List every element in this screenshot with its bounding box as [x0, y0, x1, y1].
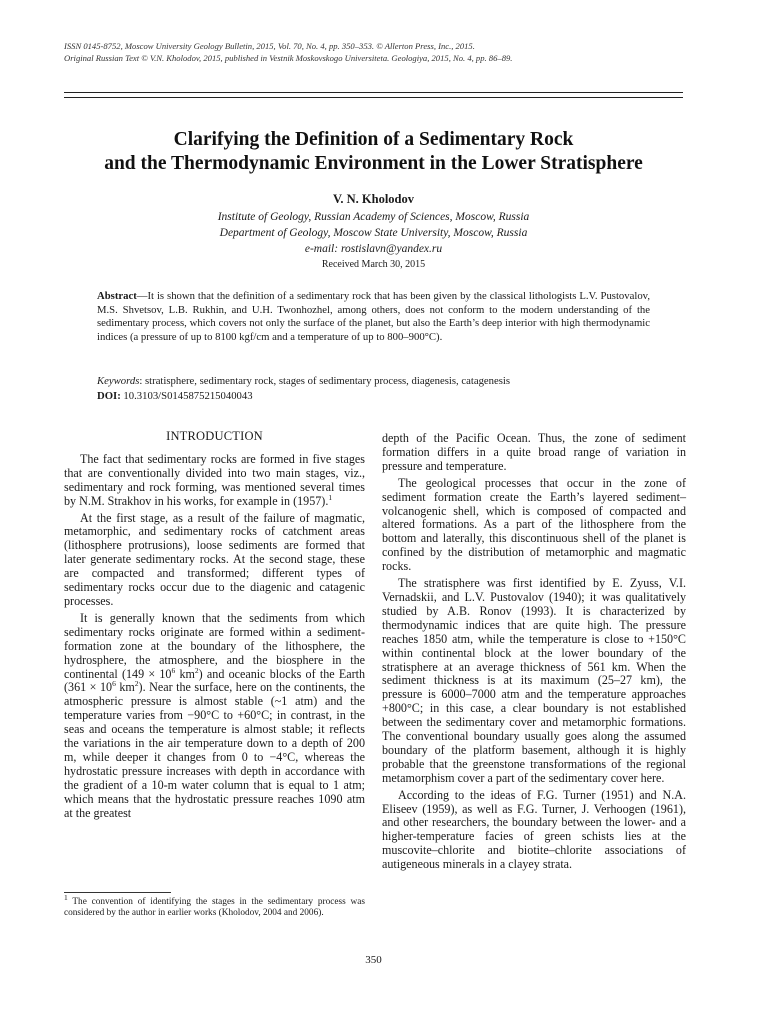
abstract-text: —It is shown that the definition of a sedimentary rock that has been given by the classical lithologists L.V. Pustovalov, M.S. Shvetsov, L.B. Rukhin, and U.H. Twonhozhel, among others, does not conform to the modern understanding of the sedimentary process, which covers not only the surface of the planet, but also the Earth’s deep interior with high thermodynamic indices (a pressure of up to 8100 kgf/cm and a temperature of up to 800–900°C). — [97, 290, 650, 344]
p3-sup-2: 2 — [194, 665, 199, 675]
doi-label: DOI: — [97, 390, 121, 402]
footnote-rule — [64, 892, 171, 893]
abstract — [97, 290, 650, 345]
abstract-label: Abstract — [97, 290, 137, 302]
header-rule-thick — [64, 92, 683, 93]
affiliations — [64, 209, 683, 257]
author-email: e-mail: rostislavn@yandex.ru — [304, 243, 443, 255]
doi — [97, 390, 650, 404]
footnote-ref-1: 1 — [328, 492, 333, 502]
keywords-label: Keywords — [97, 375, 140, 387]
right-paragraph-1: The geological processes that occur in the zone of sediment formation create the Earth’s layered sediment–volcanogenic shell, which is composed of compacted and altered formations. As a part of the lithosphere from the bottom and laterally, this discontinuous shell of the planet is confined by the distribution of metamorphic and magmatic rocks. — [382, 475, 686, 574]
footnote — [64, 892, 365, 919]
right-paragraph-2: The stratisphere was first identified by E. Zyuss, V.I. Vernadskii, and L.V. Pustovalov (1940); it was qualitatively studied by A.B. Ronov (1993). It is characterized by thermodynamic indices that are quite high. The pressure reaches 1850 atm, while the temperature is close to +150°C within continental block at the lower boundary of the stratisphere at an average thickness of 561 km. When the sediment thickness is at its maximum (25–27 km), the pressure is 6000–7000 atm and the temperature approaches +800°C; in this case, a clear boundary is not established between the sedimentary cover and metamorphic formations. The conventional boundary usually goes along the assumed boundary of the platform basement, although it is highly probable that the greenstone transformations of the regional metamorphism cover a part of the sedimentary cover here. — [382, 576, 686, 785]
p3-text-e: ). Near the surface, here on the continents, the atmospheric pressure is almost stable (~1 atm) and the temperature varies from −90°C to +60°C; in contrast, in the seas and oceans the temperature is almost stable; it reflects the variations in the air temperature down to a depth of 200 m, while deeper it changes from 0 to −4°C, whereas the hydrostatic pressure increases with depth in accordance with the gradient of a 10-m water column that is equal to 1 atm; which means that the hydrostatic pressure reaches 1090 atm at the greatest — [64, 680, 365, 820]
p3-sup-3: 6 — [112, 679, 116, 689]
article-title — [64, 128, 683, 176]
doi-value: 10.3103/S0145875215040043 — [120, 390, 253, 402]
p3-text-d: km — [115, 680, 135, 695]
intro-paragraph-1-text: The fact that sedimentary rocks are formed in five stages that are conventionally divided into two main stages, viz., sedimentary and rock forming, was mentioned several times by N.M. Strakhov in his works, for example in (1957). — [64, 451, 365, 508]
header-rule-thin — [64, 97, 683, 98]
left-column — [64, 430, 365, 820]
affiliation-2: Department of Geology, Moscow State University, Moscow, Russia — [219, 227, 528, 239]
p3-text-a: It is generally known that the sediments from which sedimentary rocks originate are formed within a sediment-formation zone at the boundary of the lithosphere, the hydrosphere, the atmosphere, and the biosphere in the continental (149 × 10 — [64, 610, 365, 681]
right-paragraph-3: According to the ideas of F.G. Turner (1951) and N.A. Eliseev (1959), as well as F.G. Turner, J. Verhoogen (1961), and other researchers, the boundary between the lower- and a higher-temperature facies of green schists lies at the muscovite–chlorite and biotite–chlorite associations of autigeneous minerals in a clayey strata. — [382, 787, 686, 872]
right-column — [382, 432, 686, 872]
p3-text-b: km — [175, 666, 195, 681]
header-line-1: ISSN 0145-8752, Moscow University Geology Bulletin, 2015, Vol. 70, No. 4, pp. 350–353. © Allerton Press, Inc., 2015. — [64, 41, 475, 51]
affiliation-1: Institute of Geology, Russian Academy of Sciences, Moscow, Russia — [217, 211, 530, 223]
received-date: Received March 30, 2015 — [321, 259, 426, 270]
intro-paragraph-1 — [64, 453, 365, 509]
p3-text-c: ) and oceanic blocks of the Earth (361 × 10 — [64, 666, 366, 695]
footnote-text: The convention of identifying the stages in the sedimentary process was considered by the author in earlier works (Kholodov, 2004 and 2006). — [64, 897, 365, 919]
keywords — [97, 375, 650, 389]
section-heading-introduction: INTRODUCTION — [166, 429, 263, 443]
p3-sup-4: 2 — [134, 679, 139, 689]
intro-paragraph-3 — [64, 612, 365, 821]
journal-header — [64, 41, 704, 64]
title-line-1: Clarifying the Definition of a Sedimentary Rock — [173, 129, 574, 150]
keywords-text: : stratisphere, sedimentary rock, stages of sedimentary process, diagenesis, catagenesis — [139, 375, 511, 387]
p3-sup-1: 6 — [171, 665, 176, 675]
footnote-mark: 1 — [64, 892, 68, 902]
page-number: 350 — [365, 954, 382, 966]
author-name: V. N. Kholodov — [332, 192, 415, 206]
header-line-2: Original Russian Text © V.N. Kholodov, 2015, published in Vestnik Moskovskogo Universiteta. Geologiya, 2015, No. 4, pp. 86–89. — [64, 52, 513, 63]
title-line-2: and the Thermodynamic Environment in the Lower Stratisphere — [104, 153, 643, 174]
intro-paragraph-2: At the first stage, as a result of the failure of magmatic, metamorphic, and sedimentary rocks of catchment areas (lithosphere protrusions), loose sediments are formed that later generate sedimentary rocks. At the second stage, these are compacted and transformed; different types of sedimentary rocks occur due to the diagenic and catagenic processes. — [64, 510, 365, 608]
right-paragraph-0: depth of the Pacific Ocean. Thus, the zone of sediment formation differs in a quite broad range of variation in pressure and temperature. — [382, 431, 686, 473]
